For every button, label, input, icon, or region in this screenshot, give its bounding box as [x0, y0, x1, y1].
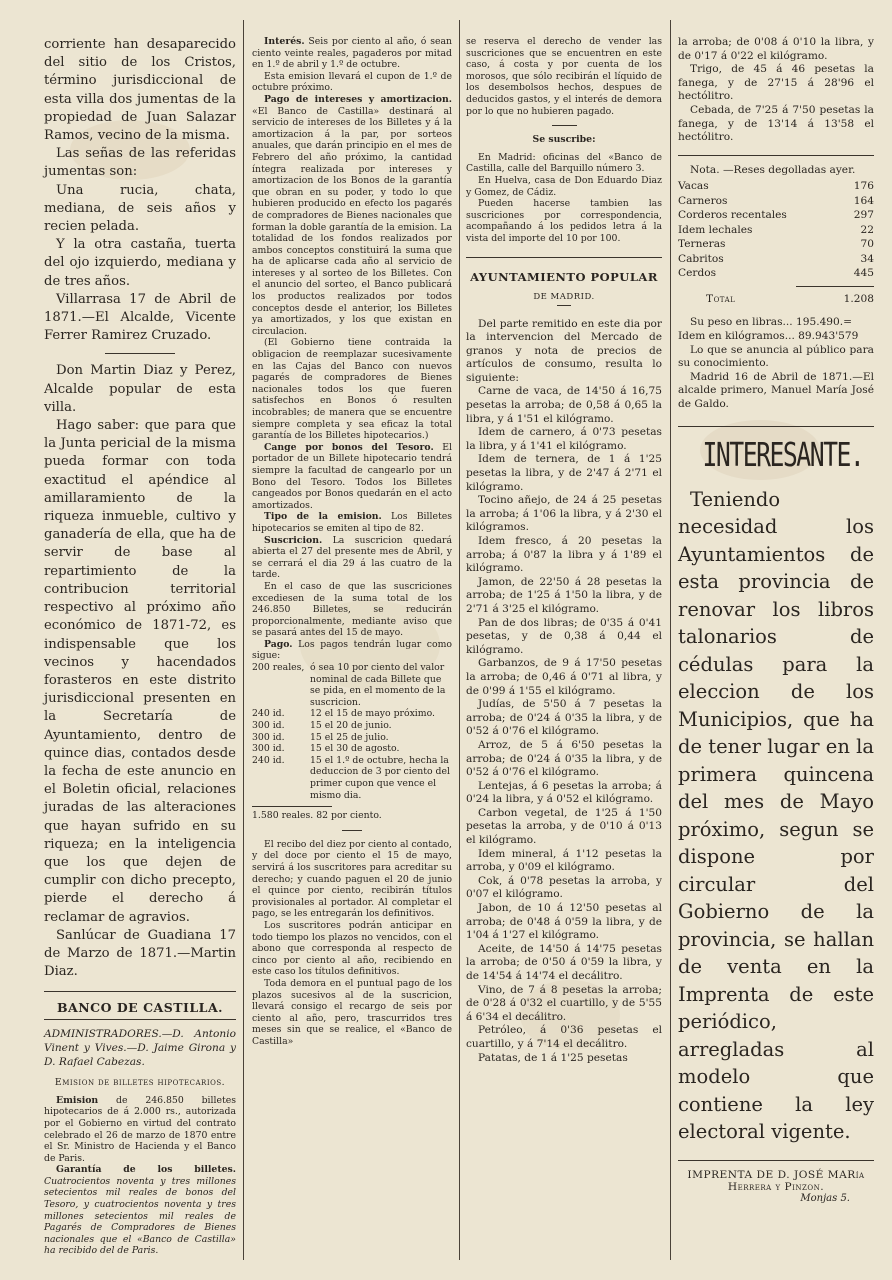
- suscribe-correspondencia: Pueden hacerse tambien las suscriciones por correspondencia, acompañando á los pedidos letra á la vista del importe del 10 por 100.: [466, 198, 662, 244]
- reses-name: Corderos recentales: [678, 209, 787, 222]
- schedule-row: [252, 732, 452, 744]
- reses-row: [678, 252, 874, 267]
- price-item: Lentejas, á 6 pesetas la arroba; á 0'24 la libra, y á 0'52 el kilógramo.: [466, 779, 662, 806]
- schedule-detail: 15 el 1.º de octubre, hecha la deduccion de 3 por ciento del primer cupon que vence el mismo dia.: [310, 754, 450, 801]
- cebada-price: Cebada, de 7'25 á 7'50 pesetas la fanega, y de 13'14 á 13'58 el hectólitro.: [678, 103, 874, 144]
- suscricion-text: La suscricion quedará abierta el 27 del presente mes de Abril, y se cerrará el dia 29 á las cuatro de la tarde.: [252, 534, 452, 581]
- interes-cupon: Esta emision llevará el cupon de 1.º de octubre próximo.: [252, 70, 452, 94]
- garantia-paragraph: [44, 1164, 236, 1257]
- price-item: Garbanzos, de 9 á 17'50 pesetas la arroba; de 0,46 á 0'71 al libra, y de 0'99 á 1'55 el kilógramo.: [466, 657, 662, 697]
- price-item: Vino, de 7 á 8 pesetas la arroba; de 0'28 á 0'32 el cuartillo, y de 5'55 á 6'34 el decálitro.: [466, 983, 662, 1023]
- emision-text: de 246.850 billetes hipotecarios de á 2.000 rs., autorizada por el Gobierno en virtud del contrato celebrado el 26 de marzo de 1870 entre el Sr. Ministro de Hacienda y el Banco de Paris.: [44, 1094, 236, 1164]
- price-item: Jamon, de 22'50 á 28 pesetas la arroba; de 1'25 á 1'50 la libra, y de 2'71 á 3'25 el kilógramo.: [466, 575, 662, 615]
- anuncio-publico: Lo que se anuncia al público para su conocimiento.: [678, 343, 874, 370]
- peso-kilogramos: Idem en kilógramos... 89.943'579: [678, 329, 859, 342]
- payment-schedule: [252, 662, 452, 801]
- suscricion-exceso: En el caso de que las suscriciones excediesen de la suma total de los 246.850 Billetes, se reducirán proporcionalmente, mediante aviso que se pasará antes del 15 de mayo.: [252, 580, 452, 639]
- canje-text: El portador de un Billete hipotecario tendrá siempre la facultad de cangearlo por un Bono del Tesoro. Todos los Billetes cangeados por Bonos quedarán en el acto amortizados.: [252, 441, 452, 511]
- reses-name: Cerdos: [678, 267, 717, 280]
- villarrasa-signature: Villarrasa 17 de Abril de 1871.—El Alcalde, Vicente Ferrer Ramirez Cruzado.: [44, 291, 236, 344]
- reses-name: Cabritos: [678, 252, 724, 265]
- schedule-amount: 200 reales,: [252, 662, 305, 674]
- suscribe-huelva: En Huelva, casa de Don Eduardo Diaz y Gomez, de Cádiz.: [466, 174, 662, 198]
- section-divider: [105, 353, 175, 354]
- patatas-continued: la arroba; de 0'08 á 0'10 la libra, y de 0'17 á 0'22 el kilógramo.: [678, 36, 874, 62]
- plazos-paragraph: [252, 639, 452, 662]
- price-item: Idem fresco, á 20 pesetas la arroba; á 0'87 la libra y á 1'89 el kilógramo.: [466, 535, 662, 575]
- reses-row: [678, 208, 874, 223]
- section-divider: [466, 257, 662, 258]
- sanlucar-signature: Sanlúcar de Guadiana 17 de Marzo de 1871.—Martin Diaz.: [44, 927, 236, 980]
- tipo-text: Los Billetes hipotecarios se emiten al tipo de 82.: [252, 511, 452, 534]
- emision-label: Emision: [56, 1094, 99, 1106]
- schedule-amount: 240 id.: [252, 754, 285, 766]
- price-item: Aceite, de 14'50 á 14'75 pesetas la arroba; de 0'50 á 0'59 la libra, y de 14'54 á 14'74 el decálitro.: [466, 942, 662, 982]
- reses-total-value: 1.208: [843, 292, 874, 305]
- pago-text: «El Banco de Castilla» destinará al servicio de intereses de los Billetes y á la amortizacion á la par, por sorteos anuales, que darán principio en el mes de Febrero del año próximo, la cantidad íntegra realizada por intereses y amortizacion de los Bonos de la garantía que obran en su poder, y todo lo que hubieren producido en efecto los pagarés de compradores de Bienes nacionales que forman la doble garantía de la emision. La totalidad de los fondos realizados por ambos conceptos constituirá la suma que ha de aplicarse cada año al servicio de intereses y al sorteo de los Billetes. Con el anuncio del sorteo, el Banco publicará los productos realizados por todos conceptos desde el anterior, los Billetes ya amortizados, y los que existan en circulacion.: [252, 105, 452, 337]
- anticipo-paragraph: Los suscritores podrán anticipar en todo tiempo los plazos no vencidos, con el abono que corresponda al respecto de cinco por ciento al año, recibiendo en este caso los títulos definitivos.: [252, 919, 452, 978]
- section-divider: [342, 830, 362, 831]
- reses-total-label: Total: [706, 292, 736, 305]
- reses-row: [678, 179, 874, 194]
- administradores: ADMINISTRADORES.—D. Antonio Vinent y Vives.—D. Jaime Girona y D. Rafael Cabezas.: [44, 1028, 236, 1068]
- schedule-row: [252, 662, 452, 708]
- schedule-row: [252, 743, 452, 755]
- schedule-amount: 300 id.: [252, 731, 285, 743]
- se-suscribe-heading: Se suscribe:: [532, 134, 596, 146]
- interesante-title: INTERESANTE.: [702, 434, 864, 474]
- schedule-row: [252, 720, 452, 732]
- imprenta-address: Monjas 5.: [800, 1192, 850, 1204]
- jumentas-senas: Las señas de las referidas jumentas son:: [44, 146, 236, 180]
- price-item: Idem de ternera, de 1 á 1'25 pesetas la libra, y de 2'47 á 2'71 el kilógramo.: [466, 453, 662, 493]
- madrid-signature: Madrid 16 de Abril de 1871.—El alcalde primero, Manuel María José de Galdo.: [678, 370, 874, 410]
- total-rule: [796, 286, 874, 287]
- price-item: Carne de vaca, de 14'50 á 16,75 pesetas la arroba; de 0,58 á 0,65 la libra, y á 1'51 el kilógramo.: [466, 385, 662, 425]
- gobierno-paragraph: (El Gobierno tiene contraida la obligacion de reemplazar sucesivamente en las Cajas del Banco con nuevos pagarés de compradores de Bienes nacionales todos los que fueren satisfechos en Bonos ó resulten incobrables; de manera que se encuentre siempre completa y sea eficaz la total garantía de los Billetes hipotecarios.): [252, 337, 452, 442]
- jumentas-castana: Y la otra castaña, tuerta del ojo izquierdo, mediana y de tres años.: [44, 237, 236, 289]
- martin-diaz-heading: Don Martin Diaz y Perez, Alcalde popular de esta villa.: [44, 363, 236, 415]
- reses-total-rule-row: [678, 281, 874, 292]
- total-rule: [252, 806, 332, 807]
- reses-value: 176: [853, 180, 874, 193]
- reses-name: Terneras: [678, 238, 726, 251]
- schedule-amount: 300 id.: [252, 743, 285, 755]
- section-divider: [678, 155, 874, 156]
- column-4: [678, 36, 874, 1244]
- ayuntamiento-title: AYUNTAMIENTO POPULAR: [470, 269, 658, 284]
- reses-row: [678, 237, 874, 252]
- suscricion-paragraph: [252, 535, 452, 581]
- schedule-detail: 15 el 20 de junio.: [310, 720, 392, 732]
- section-divider: [44, 1019, 236, 1020]
- price-item: Tocino añejo, de 24 á 25 pesetas la arroba; á 1'06 la libra, y á 2'30 el kilógramos.: [466, 494, 662, 534]
- reserva-paragraph: se reserva el derecho de vender las suscriciones que se encuentren en este caso, á costa y por cuenta de los morosos, que sólo recibirán el líquido de los desembolsos hechos, despues de deducidos gastos, y el interés de demora por lo que no hubieren pagado.: [466, 36, 662, 117]
- reses-row: [678, 266, 874, 281]
- column-rule: [670, 20, 671, 1260]
- reses-value: 297: [853, 209, 874, 222]
- canje-label: Cange por bonos del Tesoro.: [264, 441, 434, 453]
- pago-paragraph: [252, 94, 452, 337]
- schedule-detail: ó sea 10 por ciento del valor nominal de cada Billete que se pida, en el momento de la suscricion.: [310, 662, 446, 708]
- suscribe-madrid: En Madrid: oficinas del «Banco de Castilla, calle del Barquillo número 3.: [466, 151, 662, 175]
- tipo-paragraph: [252, 511, 452, 534]
- trigo-price: Trigo, de 45 á 46 pesetas la fanega, y de 27'15 á 28'96 el hectólitro.: [678, 63, 874, 103]
- price-item: Idem mineral, á 1'12 pesetas la arroba, y 0'09 el kilógramo.: [466, 847, 662, 874]
- schedule-detail: 12 el 15 de mayo próximo.: [310, 708, 435, 720]
- reses-name: Carneros: [678, 194, 728, 207]
- column-rule: [459, 20, 460, 1260]
- reses-table: [678, 179, 874, 306]
- reses-value: 70: [860, 238, 874, 251]
- section-divider: [557, 305, 571, 306]
- price-item: Cok, á 0'78 pesetas la arroba, y 0'07 el kilógramo.: [466, 874, 662, 901]
- interes-label: Interés.: [264, 36, 305, 47]
- interes-text: Seis por ciento al año, ó sean ciento veinte reales, pagaderos por mitad en 1.º de abril y 1.º de octubre.: [252, 36, 452, 71]
- schedule-detail: 15 el 25 de julio.: [310, 731, 389, 743]
- imprenta-line: IMPRENTA DE D. JOSÉ MARía Herrera y Pinzon.: [687, 1168, 865, 1193]
- emision-paragraph: [44, 1095, 236, 1165]
- jumentas-rucia: Una rucia, chata, mediana, de seis años y recien pelada.: [44, 182, 236, 235]
- reses-value: 445: [853, 267, 874, 280]
- reses-row: [678, 223, 874, 238]
- reses-value: 22: [860, 223, 874, 236]
- banco-castilla-title: BANCO DE CASTILLA.: [56, 1000, 224, 1016]
- emision-title: Emision de billetes hipotecarios.: [54, 1077, 226, 1089]
- suscricion-label: Suscricion.: [264, 534, 323, 546]
- column-1: [44, 36, 236, 1257]
- reses-name: Idem lechales: [678, 223, 753, 236]
- section-divider: [44, 991, 236, 992]
- section-divider: [552, 125, 577, 126]
- plazos-text: Los pagos tendrán lugar como sigue:: [252, 638, 452, 662]
- recibo-paragraph: El recibo del diez por ciento al contado, y del doce por ciento el 15 de mayo, servirá á los suscritores para acreditar su derecho; y cuando paguen el 20 de junio el quince por ciento, recibirán títulos provisionales al portador. Al completar el pago, se les entregarán los definitivos.: [252, 838, 452, 920]
- price-item: Pan de dos libras; de 0'35 á 0'41 pesetas, y de 0,38 á 0,44 el kilógramo.: [466, 616, 662, 656]
- price-item: Carbon vegetal, de 1'25 á 1'50 pesetas la arroba, y de 0'10 á 0'13 el kilógramo.: [466, 806, 662, 847]
- amillaramiento-notice: Hago saber: que para que la Junta pericial de la misma pueda formar con toda exactitud el apéndice al amillaramiento de la riqueza inmueble, cultivo y ganadería de ella, que ha de servir de base al repartimiento de la contribucion territorial respectivo al próximo año económico de 1871-72, es indispensable que los vecinos y hacendados forasteros en este distrito jurisdiccional presenten en la Secretaría de Ayuntamiento, dentro de quince dias, contados desde la fecha de este anuncio en el Boletin oficial, relaciones juradas de las alteraciones que hayan sufrido en su riqueza; en la inteligencia que los que dejen de cumplir con dicho precepto, pierde el derecho á reclamar de agravios.: [44, 418, 236, 925]
- reses-value: 164: [853, 194, 874, 207]
- schedule-detail: 15 el 30 de agosto.: [310, 743, 400, 755]
- section-divider: [678, 1160, 874, 1161]
- nota-reses: Nota. —Reses degolladas ayer.: [690, 163, 856, 176]
- price-item: Patatas, de 1 á 1'25 pesetas: [478, 1051, 628, 1064]
- schedule-row: [252, 755, 452, 801]
- garantia-label: Garantía de los billetes.: [56, 1164, 236, 1176]
- price-item: Jabon, de 10 á 12'50 pesetas al arroba; de 0'48 á 0'59 la libra, y de 1'04 á 1'27 el kilógramo.: [466, 902, 662, 942]
- schedule-amount: 300 id.: [252, 720, 285, 732]
- plazos-label: Pago.: [264, 638, 293, 650]
- reses-total-row: [678, 292, 874, 307]
- parte-paragraph: Del parte remitido en este dia por la intervencion del Mercado de granos y nota de precios de artículos de consumo, resulta lo siguiente:: [466, 317, 662, 384]
- canje-paragraph: [252, 442, 452, 512]
- reses-value: 34: [860, 252, 874, 265]
- interesante-text: Teniendo necesidad los Ayuntamientos de esta provincia de renovar los libros talonarios de cédulas para la eleccion de los Municipios, que ha de tener lugar en la primera quincena del mes de Mayo próximo, segun se dispone por circular del Gobierno de la provincia, se hallan de venta en la Imprenta de este periódico, arregladas al modelo que contiene la ley electoral vigente.: [678, 487, 874, 1143]
- garantia-text: Cuatrocientos noventa y tres millones setecientos mil reales de bonos del Tesoro, y cuatrocientos noventa y tres millones setecientos mil reales de Pagarés de Compradores de Bienes nacionales que el «Banco de Castilla» ha recibido del de Paris.: [44, 1175, 236, 1257]
- reses-name: Vacas: [678, 180, 709, 193]
- peso-libras: Su peso en libras... 195.490.=: [690, 316, 853, 329]
- price-item: Idem de carnero, á 0'73 pesetas la libra, y á 1'41 el kilógramo.: [466, 426, 662, 452]
- pago-label: Pago de intereses y amortizacion.: [264, 93, 452, 105]
- demora-paragraph: Toda demora en el puntual pago de los plazos sucesivos al de la suscricion, llevará consigo el recargo de seis por ciento al año, pero, trascurridos tres meses sin que se realice, el «Banco de Castilla»: [252, 977, 452, 1047]
- schedule-amount: 240 id.: [252, 708, 285, 720]
- interes-paragraph: [252, 36, 452, 71]
- tipo-label: Tipo de la emision.: [264, 511, 382, 523]
- section-divider: [678, 426, 874, 427]
- price-item: Judías, de 5'50 á 7 pesetas la arroba; de 0'24 á 0'35 la libra, y de 0'52 á 0'76 el kilógramo.: [466, 698, 662, 738]
- ayuntamiento-subtitle: DE MADRID.: [533, 291, 595, 302]
- column-3: [466, 36, 662, 1244]
- jumentas-notice: corriente han desaparecido del sitio de los Cristos, término jurisdiccional de esta villa dos jumentas de la propiedad de Juan Salazar Ramos, vecino de la misma.: [44, 37, 236, 144]
- schedule-total: 1.580 reales. 82 por ciento.: [252, 810, 382, 822]
- column-rule: [243, 20, 244, 1260]
- column-2: [252, 36, 452, 1244]
- price-item: Petróleo, á 0'36 pesetas el cuartillo, y á 7'14 el decálitro.: [466, 1024, 662, 1050]
- price-item: Arroz, de 5 á 6'50 pesetas la arroba; de 0'24 á 0'35 la libra, y de 0'52 á 0'76 el kilógramo.: [466, 738, 662, 779]
- reses-row: [678, 194, 874, 209]
- schedule-row: [252, 708, 452, 720]
